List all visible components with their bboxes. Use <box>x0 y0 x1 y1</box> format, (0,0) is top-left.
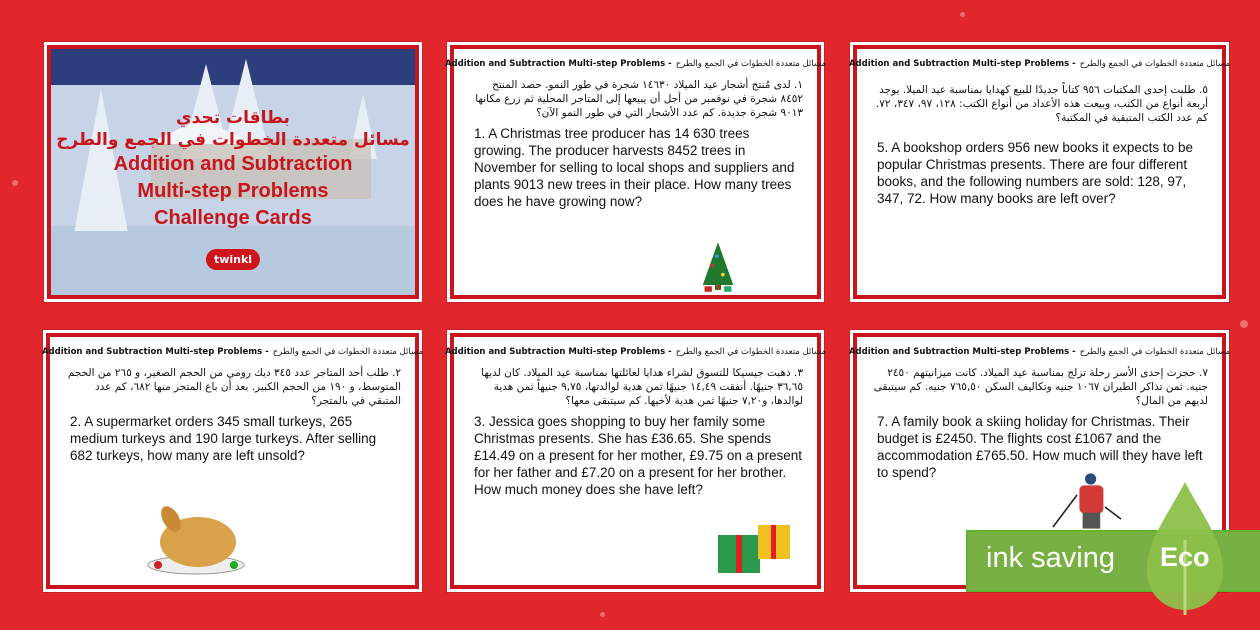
snow-dot <box>1240 320 1248 328</box>
title-arabic-line1: بطاقات تحدي <box>176 108 290 128</box>
question-english: 2. A supermarket orders 345 small turkeys, 265 medium turkeys and 190 large turkeys. After selling 682 turkeys, how many are left unsold? <box>70 414 377 463</box>
header-english: Addition and Subtraction Multi-step Problems - <box>41 347 269 357</box>
roast-turkey-icon <box>146 497 246 577</box>
question-arabic: ٧. حجزت إحدى الأسر رحلة تزلج بمناسبة عيد الميلاد. كانت ميزانيتهم ٢٤٥٠ جنيه. ثمن تذاكر الطيران ١٠٦٧ جنيه وتكاليف السكن ٧٦٥,٥٠ جنيه. كم سيتبقى لديهم من المال؟ <box>873 367 1208 407</box>
question-arabic: ١. لدى مُنتج أشجار عيد الميلاد ١٤٦٣٠ شجرة في طور النمو. حصد المنتج ٨٤٥٢ شجرة في نوفمبر من أجل أن يبيعها إلى المتاجر المحلية ثم زرع مكانها ٩٠١٣ شجرة جديدة. كم عدد الأشجار التي في طور النمو الآن؟ <box>475 79 803 119</box>
snow-dot <box>600 612 605 617</box>
header-arabic: مسائل متعددة الخطوات في الجمع والطرح <box>1079 59 1231 69</box>
card-header <box>444 59 827 69</box>
card-header <box>41 347 424 357</box>
header-english: Addition and Subtraction Multi-step Problems - <box>848 347 1076 357</box>
question-english: 1. A Christmas tree producer has 14 630 trees growing. The producer harvests 8452 trees in November for selling to local shops and suppliers and plants 9013 new trees in their place. How many trees does he have growing now? <box>474 126 795 209</box>
question-arabic: ٥. طلبت إحدى المكتبات ٩٥٦ كتاباً جديدًا للبيع كهدايا بمناسبة عيد الميلا. يوجد أربعة أنواع من الكتب، وبيعت هذه الأعداد من أنواع الكتب: ١٢٨، ٩٧، ٣٤٧، ٧٢. كم عدد الكتب المتبقية في المكتبة؟ <box>875 84 1208 124</box>
ink-saving-label: ink saving <box>986 542 1115 574</box>
question-english: 7. A family book a skiing holiday for Christmas. Their budget is £2450. The flights cost £1067 and the accommodation £765.50. How much will they have left to spend? <box>877 414 1203 480</box>
question-english: 5. A bookshop orders 956 new books it expects to be popular Christmas presents. There are four different books, and the following numbers are sold: 128, 97, 347, 72. How many books are left over? <box>877 140 1193 206</box>
title-arabic-line2: مسائل متعددة الخطوات في الجمع والطرح <box>56 130 410 150</box>
title-english-line1: Addition and Subtraction <box>113 153 353 175</box>
eco-label: Eco <box>1160 542 1210 572</box>
header-arabic: مسائل متعددة الخطوات في الجمع والطرح <box>675 347 827 357</box>
question-arabic: ٣. ذهبت جيسيكا للتسوق لشراء هدايا لعائلتها بمناسبة عيد الميلاد. كان لديها ٣٦,٦٥ جنيهًا. أنفقت ١٤,٤٩ جنيهًا ثمن هدية لوالدتها، ٩,٧٥ جنيهاً ثمن هدية لوالدها، و٧,٢٠ جنيهًا ثمن هدية لأخيها. كم سيتبقى معها؟ <box>481 367 803 407</box>
challenge-card-5 <box>850 42 1229 302</box>
snow-dot <box>12 180 18 186</box>
header-english: Addition and Subtraction Multi-step Problems - <box>444 59 672 69</box>
challenge-card-2 <box>43 330 422 592</box>
question-arabic: ٢. طلب أحد المتاجر عدد ٣٤٥ ديك رومي من الحجم الصغير، و ٢٦٥ من الحجم المتوسط، و ١٩٠ من الحجم الكبير. بعد أن باع المتجر منها ٦٨٢، كم عدد المتبقي في بالمتجر؟ <box>67 367 401 407</box>
card-header <box>848 59 1231 69</box>
title-english-line2: Multi-step Problems <box>137 180 329 202</box>
card-header <box>848 347 1231 357</box>
title-english-line3: Challenge Cards <box>154 207 312 229</box>
twinkl-logo: twinkl <box>206 249 260 270</box>
title-card <box>44 42 422 302</box>
card-header <box>444 347 827 357</box>
header-english: Addition and Subtraction Multi-step Problems - <box>444 347 672 357</box>
presents-icon <box>716 520 796 575</box>
header-arabic: مسائل متعددة الخطوات في الجمع والطرح <box>1079 347 1231 357</box>
header-english: Addition and Subtraction Multi-step Problems - <box>848 59 1076 69</box>
header-arabic: مسائل متعددة الخطوات في الجمع والطرح <box>272 347 424 357</box>
challenge-card-3 <box>444 330 827 592</box>
challenge-card-1 <box>444 42 827 302</box>
snow-dot <box>960 12 965 17</box>
header-arabic: مسائل متعددة الخطوات في الجمع والطرح <box>675 59 827 69</box>
question-english: 3. Jessica goes shopping to buy her family some Christmas presents. She has £36.65. She spends £14.49 on a present for her mother, £9.75 on a present for her father and £7.20 on a present for her brother. How much money does she have left? <box>474 414 802 497</box>
christmas-tree-icon <box>694 241 742 293</box>
